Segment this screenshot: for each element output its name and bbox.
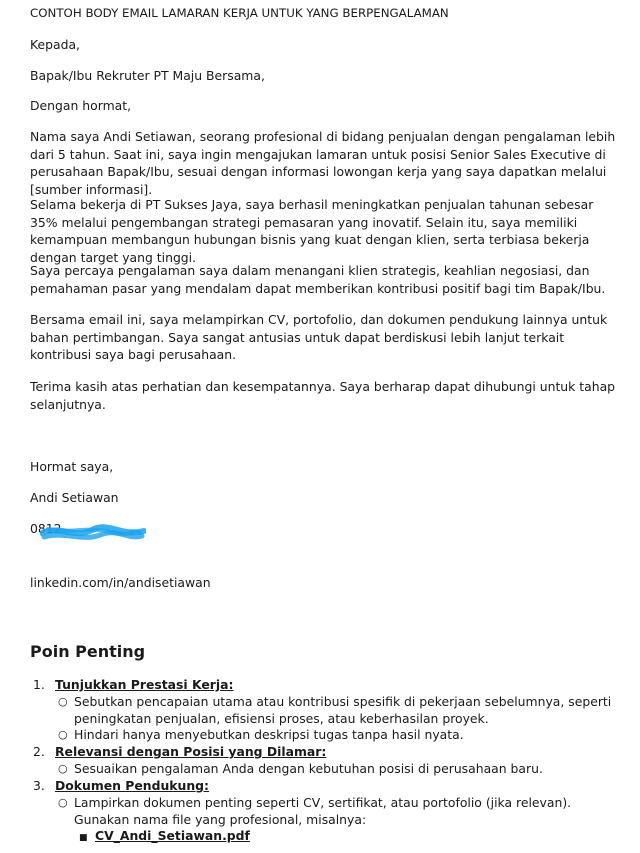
body-paragraph: Terima kasih atas perhatian dan kesempatannya. Saya berharap dapat dihubungi untuk tahap selanjutnya. bbox=[30, 379, 616, 412]
recipient: Bapak/Ibu Rekruter PT Maju Bersama, bbox=[30, 68, 265, 83]
circle-bullet-icon: ○ bbox=[58, 796, 68, 809]
body-paragraph: Bersama email ini, saya melampirkan CV, portofolio, dan dokumen pendukung lainnya untuk bahan pertimbangan. Saya sangat antusias untuk dapat berdiskusi lebih lanjut terkait kontribusi saya bagi perusahaan. bbox=[30, 312, 608, 362]
phone-number: 0812 bbox=[30, 521, 62, 536]
point-detail: Sebutkan pencapaian utama atau kontribusi spesifik di pekerjaan sebelumnya, seperti peningkatan penjualan, efisiensi proses, atau keberhasilan proyek. bbox=[74, 694, 612, 726]
body-paragraph: Saya percaya pengalaman saya dalam menangani klien strategis, keahlian negosiasi, dan pemahaman pasar yang mendalam dapat memberikan kontribusi positif bagi tim Bapak/Ibu. bbox=[30, 263, 606, 296]
point-title: Tunjukkan Prestasi Kerja: bbox=[55, 677, 234, 692]
point-title: Dokumen Pendukung: bbox=[55, 778, 210, 793]
circle-bullet-icon: ○ bbox=[58, 695, 68, 708]
redaction-scribble bbox=[40, 522, 146, 544]
sender-name: Andi Setiawan bbox=[30, 490, 119, 505]
point-title: Relevansi dengan Posisi yang Dilamar: bbox=[55, 744, 327, 759]
list-number: 2. bbox=[33, 744, 45, 759]
document-title: CONTOH BODY EMAIL LAMARAN KERJA UNTUK YANG BERPENGALAMAN bbox=[30, 6, 449, 20]
square-bullet-icon: ■ bbox=[79, 833, 88, 843]
body-paragraph: Nama saya Andi Setiawan, seorang profesional di bidang penjualan dengan pengalaman lebih dari 5 tahun. Saat ini, saya ingin mengajukan lamaran untuk posisi Senior Sales Executive di perusahaan Bapak/Ibu, sesuai dengan informasi lowongan kerja yang saya dapatkan melalui [sumber informasi]. bbox=[30, 129, 616, 197]
list-number: 3. bbox=[33, 778, 45, 793]
point-detail: Hindari hanya menyebutkan deskripsi tugas tanpa hasil nyata. bbox=[74, 727, 464, 742]
point-detail: Lampirkan dokumen penting seperti CV, sertifikat, atau portofolio (jika relevan). Gunakan nama file yang profesional, misalnya: bbox=[74, 795, 572, 827]
circle-bullet-icon: ○ bbox=[58, 728, 68, 741]
list-number: 1. bbox=[33, 677, 45, 692]
body-paragraph: Selama bekerja di PT Sukses Jaya, saya berhasil meningkatkan penjualan tahunan sebesar 35% melalui pengembangan strategi pemasaran yang inovatif. Selain itu, saya memiliki kemampuan membangun hubungan bisnis yang kuat dengan klien, serta terbiasa bekerja dengan target yang tinggi. bbox=[30, 197, 594, 265]
linkedin-url: linkedin.com/in/andisetiawan bbox=[30, 575, 211, 590]
circle-bullet-icon: ○ bbox=[58, 762, 68, 775]
point-detail: Sesuaikan pengalaman Anda dengan kebutuhan posisi di perusahaan baru. bbox=[74, 761, 543, 776]
file-name-example: CV_Andi_Setiawan.pdf bbox=[95, 828, 250, 843]
section-heading: Poin Penting bbox=[30, 642, 146, 661]
closing: Hormat saya, bbox=[30, 459, 114, 474]
greeting: Kepada, bbox=[30, 37, 80, 52]
salutation: Dengan hormat, bbox=[30, 98, 132, 113]
